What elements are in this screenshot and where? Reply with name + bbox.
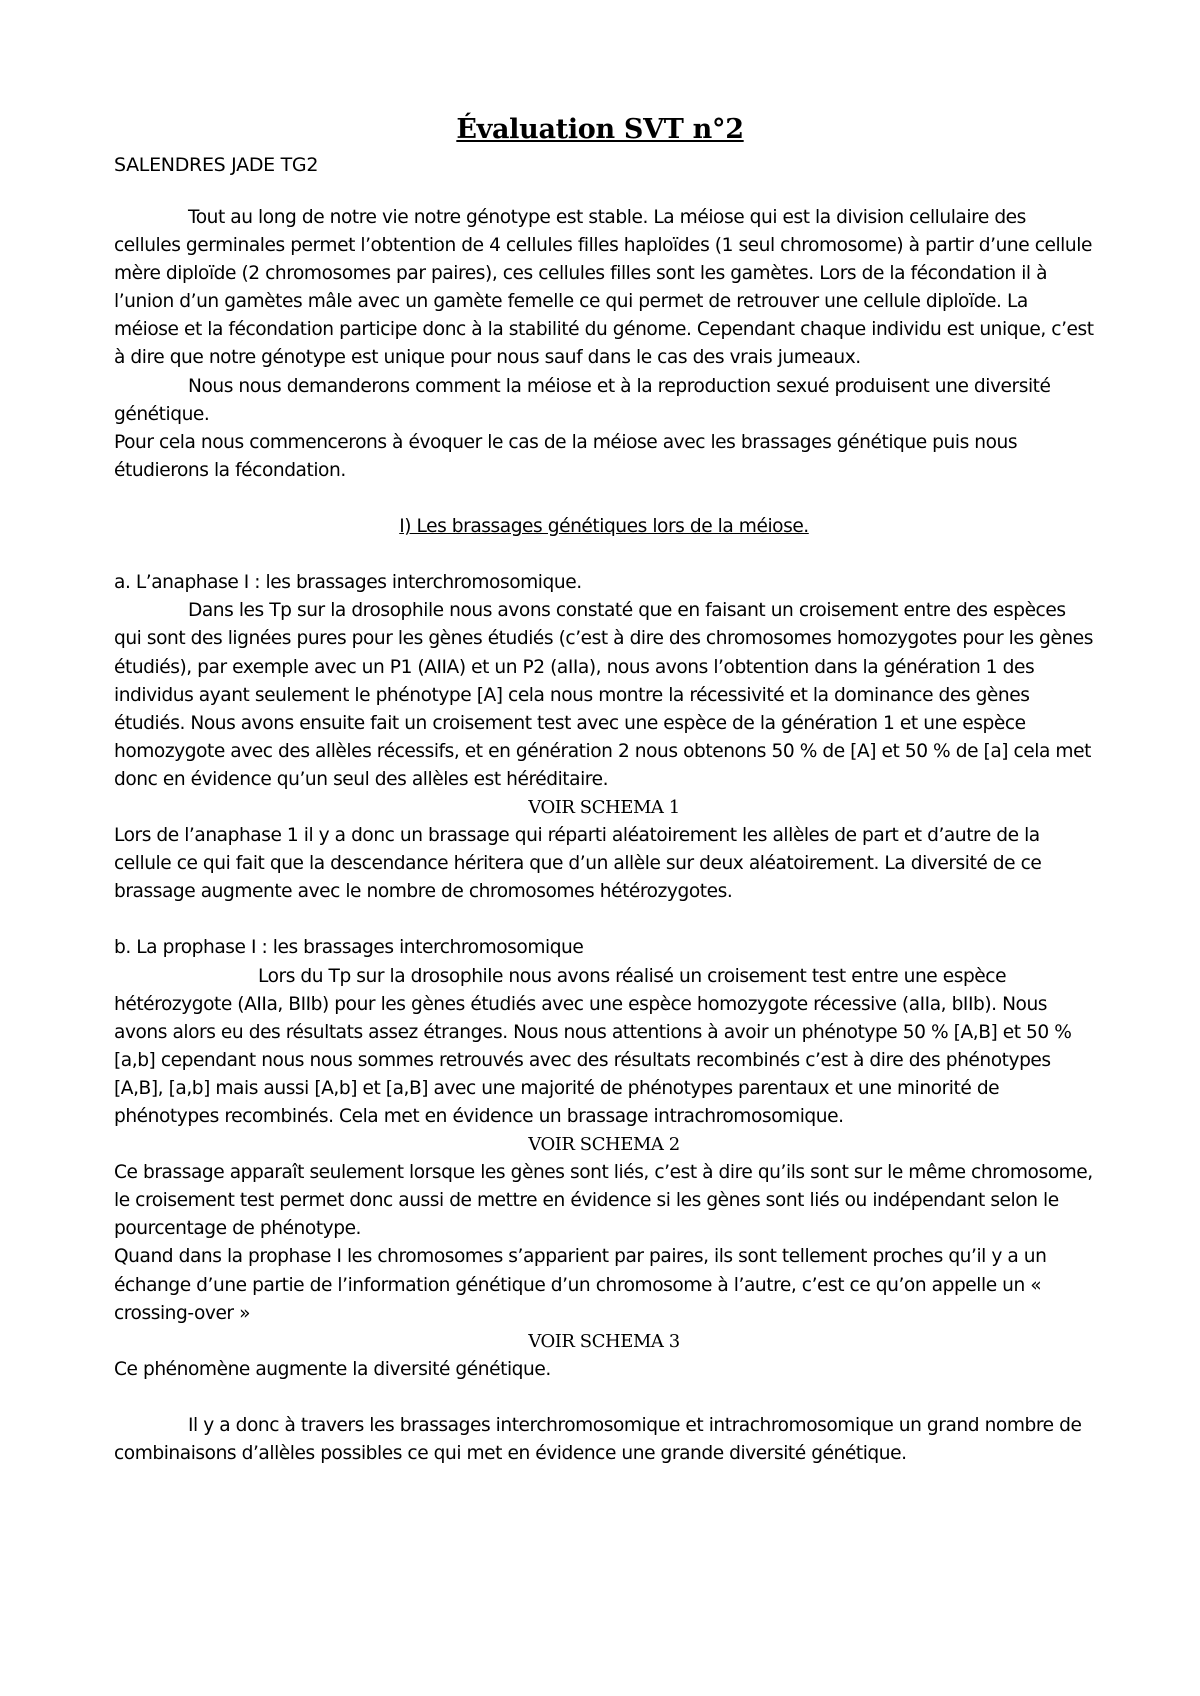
schema-2-reference: VOIR SCHEMA 2 [528,1134,680,1156]
schema-1-reference: VOIR SCHEMA 1 [528,796,680,818]
intro-paragraph-3: Pour cela nous commencerons à évoquer le cas de la méiose avec les brassages génétique puis nous étudierons la fécondation. [114,431,1018,481]
subsection-b-paragraph-4: Ce phénomène augmente la diversité génétique. [114,1358,551,1380]
subsection-b-paragraph-3: Quand dans la prophase I les chromosomes s’apparient par paires, ils sont tellement proches qu’il y a un échange d’une partie de l’information génétique d’un chromosome à l’autre, c’est ce qu’on appelle un « crossing-over » [114,1246,1047,1324]
subsection-b-paragraph-1: Lors du Tp sur la drosophile nous avons réalisé un croisement test entre une espèce hétérozygote (AIIa, BIIb) pour les gènes étudiés avec une espèce homozygote récessive (aIIa, bIIb). Nous avons alors eu des résultats assez étranges. Nous nous attentions à avoir un phénotype 50 % [A,B] et 50 % [a,b] cependant nous nous sommes retrouvés avec des résultats recombinés c’est à dire des phénotypes [A,B], [a,b] mais aussi [A,b] et [a,B] avec une majorité de phénotypes parentaux et une minorité de phénotypes recombinés. Cela met en évidence un brassage intrachromosomique. [114,965,1072,1127]
spacer [114,906,1094,934]
spacer [114,1384,1094,1412]
document-title: Évaluation SVT n°2 [456,114,744,145]
subsection-a-paragraph-2: Lors de l’anaphase 1 il y a donc un brassage qui réparti aléatoirement les allèles de part et d’autre de la cellule ce qui fait que la descendance héritera que d’un allèle sur deux aléatoirement. La diversité de ce brassage augmente avec le nombre de chromosomes hétérozygotes. [114,825,1042,903]
spacer [114,485,1094,513]
intro-paragraph-2: Nous nous demanderons comment la méiose et à la reproduction sexué produisent une diversité génétique. [114,375,1051,425]
spacer [114,541,1094,569]
subsection-b-heading: b. La prophase I : les brassages interchromosomique [114,937,584,959]
subsection-a-paragraph-1: Dans les Tp sur la drosophile nous avons constaté que en faisant un croisement entre des espèces qui sont des lignées pures pour les gènes étudiés (c’est à dire des chromosomes homozygotes pour les gènes étudiés), par exemple avec un P1 (AIIA) et un P2 (aIIa), nous avons l’obtention dans la génération 1 des individus ayant seulement le phénotype [A] cela nous montre la récessivité et la dominance des gènes étudiés. Nous avons ensuite fait un croisement test avec une espèce de la génération 1 et une espèce homozygote avec des allèles récessifs, et en génération 2 nous obtenons 50 % de [A] et 50 % de [a] cela met donc en évidence qu’un seul des allèles est héréditaire. [114,600,1093,790]
conclusion-paragraph: Il y a donc à travers les brassages interchromosomique et intrachromosomique un grand nombre de combinaisons d’allèles possibles ce qui met en évidence une grande diversité génétique. [114,1415,1082,1465]
schema-3-reference: VOIR SCHEMA 3 [528,1330,680,1352]
subsection-a-heading: a. L’anaphase I : les brassages interchromosomique. [114,572,582,594]
document-body [114,204,1094,1468]
author-line: SALENDRES JADE TG2 [114,154,319,176]
subsection-b-paragraph-2: Ce brassage apparaît seulement lorsque les gènes sont liés, c’est à dire qu’ils sont sur le même chromosome, le croisement test permet donc aussi de mettre en évidence si les gènes sont liés ou indépendant selon le pourcentage de phénotype. [114,1162,1093,1240]
section-1-heading: I) Les brassages génétiques lors de la méiose. [399,516,809,538]
intro-paragraph-1: Tout au long de notre vie notre génotype est stable. La méiose qui est la division cellulaire des cellules germinales permet l’obtention de 4 cellules filles haploïdes (1 seul chromosome) à partir d’une cellule mère diploïde (2 chromosomes par paires), ces cellules filles sont les gamètes. Lors de la fécondation il à l’union d’un gamètes mâle avec un gamète femelle ce qui permet de retrouver une cellule diploïde. La méiose et la fécondation participe donc à la stabilité du génome. Cependant chaque individu est unique, c’est à dire que notre génotype est unique pour nous sauf dans le cas des vrais jumeaux. [114,207,1094,369]
